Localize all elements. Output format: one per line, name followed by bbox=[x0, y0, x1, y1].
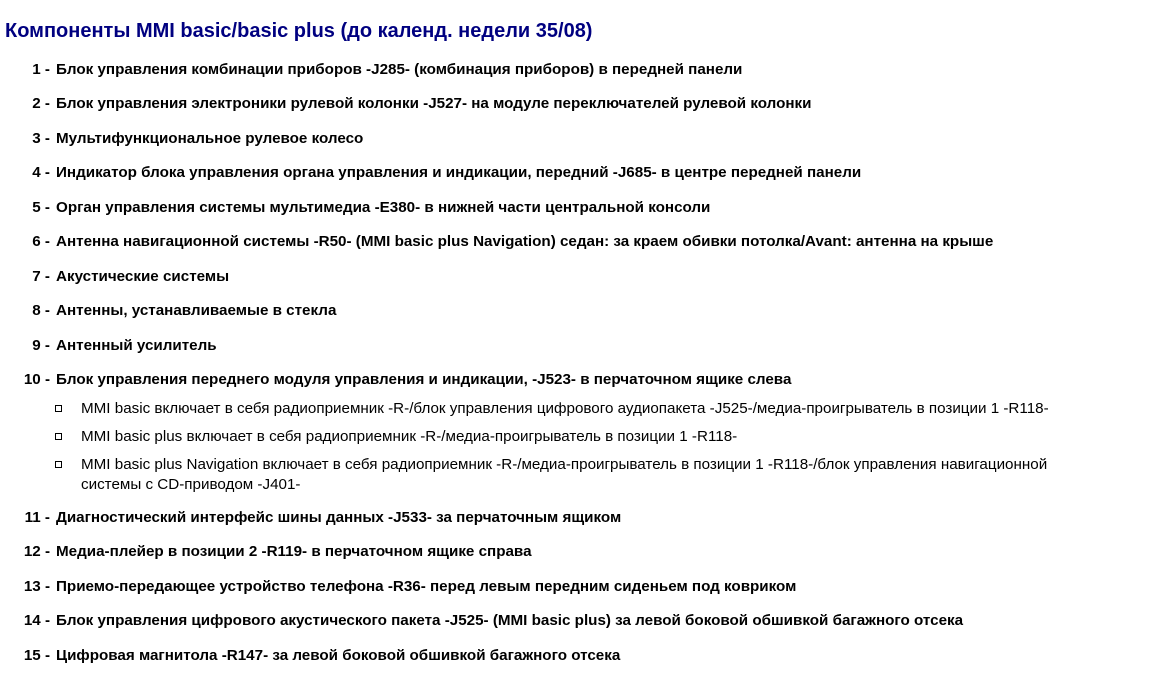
list-item bbox=[0, 197, 710, 219]
sub-list-item bbox=[55, 455, 1155, 495]
item-text: Блок управления электроники рулевой колонки -J527- на модуле переключателей рулевой колонки bbox=[56, 95, 812, 112]
item-text: Орган управления системы мультимедиа -E380- в нижней части центральной консоли bbox=[56, 199, 711, 216]
item-number: 12 - bbox=[23, 543, 50, 560]
list-item bbox=[0, 645, 620, 667]
item-number: 10 - bbox=[23, 371, 50, 388]
list-item bbox=[0, 576, 796, 598]
list-item bbox=[0, 541, 532, 563]
sub-list-item bbox=[55, 427, 1155, 447]
item-number: 14 - bbox=[23, 612, 50, 629]
list-item bbox=[0, 266, 229, 288]
item-number: 2 - bbox=[32, 95, 50, 112]
page-title: Компоненты MMI basic/basic plus (до календ. недели 35/08) bbox=[5, 20, 593, 42]
item-text: Приемо-передающее устройство телефона -R36- перед левым передним сиденьем под ковриком bbox=[56, 578, 797, 595]
square-bullet-icon bbox=[55, 405, 62, 412]
item-number: 9 - bbox=[32, 337, 50, 354]
list-item bbox=[0, 162, 861, 184]
item-number: 7 - bbox=[32, 268, 50, 285]
item-text: Акустические системы bbox=[56, 268, 230, 285]
sub-item-text: MMI basic plus включает в себя радиоприемник -R-/медиа-проигрыватель в позиции 1 -R118- bbox=[81, 428, 738, 445]
item-text: Диагностический интерфейс шины данных -J533- за перчаточным ящиком bbox=[56, 509, 622, 526]
list-item bbox=[0, 300, 336, 322]
list-item bbox=[0, 369, 791, 391]
list-item bbox=[0, 231, 993, 253]
list-item bbox=[0, 128, 363, 150]
sub-item-text: MMI basic включает в себя радиоприемник -R-/блок управления цифрового аудиопакета -J525-/медиа-проигрыватель в позиции 1 -R118- bbox=[81, 400, 1049, 417]
item-text: Антенный усилитель bbox=[56, 337, 217, 354]
item-text: Антенна навигационной системы -R50- (MMI basic plus Navigation) седан: за краем обивки потолка/Avant: антенна на крыше bbox=[56, 233, 994, 250]
item-number: 6 - bbox=[32, 233, 50, 250]
sub-item-text: MMI basic plus Navigation включает в себя радиоприемник -R-/медиа-проигрыватель в позиции 1 -R118-/блок управления навигационной bbox=[81, 456, 1048, 473]
item-text: Блок управления комбинации приборов -J285- (комбинация приборов) в передней панели bbox=[56, 61, 743, 78]
item-number: 13 - bbox=[23, 578, 50, 595]
sub-item-text-continued: системы с CD-приводом -J401- bbox=[81, 476, 301, 493]
item-number: 11 - bbox=[24, 509, 50, 526]
item-text: Блок управления переднего модуля управления и индикации, -J523- в перчаточном ящике слева bbox=[56, 371, 792, 388]
item-number: 15 - bbox=[23, 647, 50, 664]
item-text: Медиа-плейер в позиции 2 -R119- в перчаточном ящике справа bbox=[56, 543, 532, 560]
item-text: Блок управления цифрового акустического пакета -J525- (MMI basic plus) за левой боковой обшивкой багажного отсека bbox=[56, 612, 964, 629]
list-item bbox=[0, 59, 742, 81]
item-text: Антенны, устанавливаемые в стекла bbox=[56, 302, 337, 319]
list-item bbox=[0, 93, 811, 115]
item-number: 5 - bbox=[32, 199, 50, 216]
item-number: 8 - bbox=[32, 302, 50, 319]
item-number: 3 - bbox=[32, 130, 50, 147]
item-text: Индикатор блока управления органа управления и индикации, передний -J685- в центре передней панели bbox=[56, 164, 862, 181]
square-bullet-icon bbox=[55, 461, 62, 468]
list-item bbox=[0, 507, 621, 529]
list-item bbox=[0, 610, 963, 632]
item-number: 1 - bbox=[32, 61, 50, 78]
sub-list-item bbox=[55, 399, 1155, 419]
square-bullet-icon bbox=[55, 433, 62, 440]
item-text: Мультифункциональное рулевое колесо bbox=[56, 130, 364, 147]
list-item bbox=[0, 335, 217, 357]
item-number: 4 - bbox=[32, 164, 50, 181]
item-text: Цифровая магнитола -R147- за левой боковой обшивкой багажного отсека bbox=[56, 647, 621, 664]
